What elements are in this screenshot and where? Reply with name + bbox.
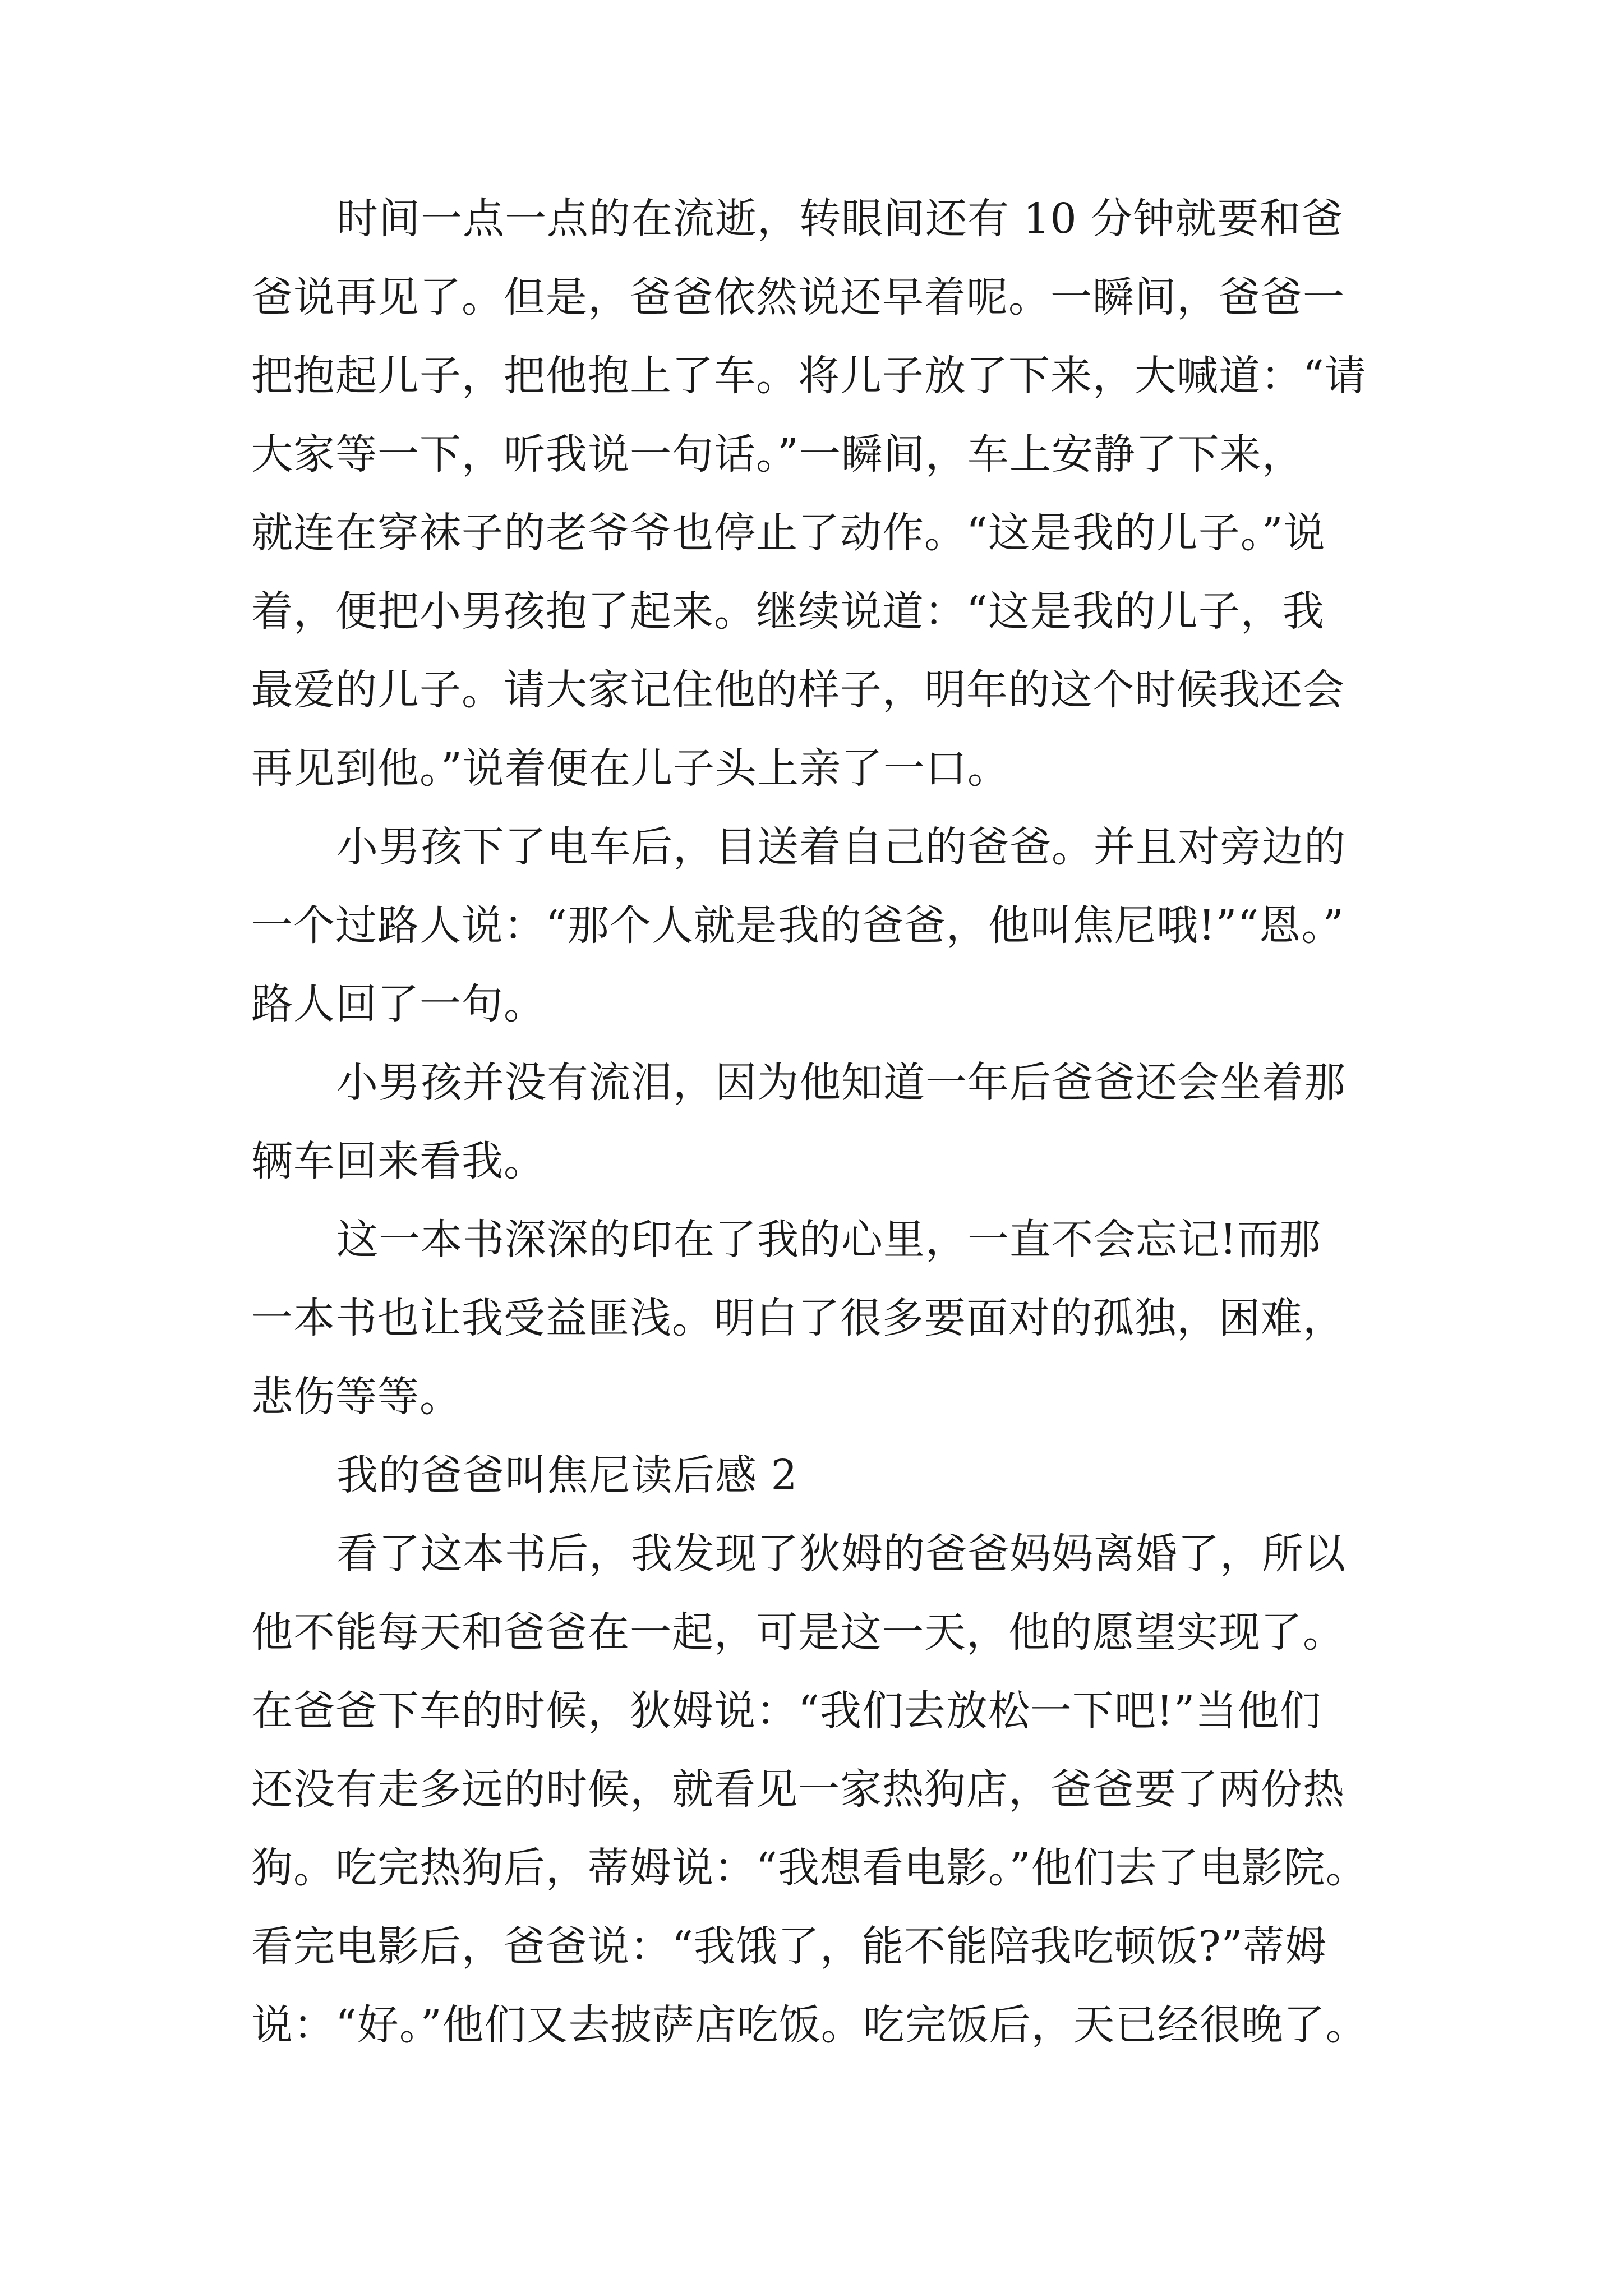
- text-line: 把抱起儿子，把他抱上了车。将儿子放了下来，大喊道：“请: [251, 352, 1367, 400]
- text-line: 看了这本书后，我发现了狄姆的爸爸妈妈离婚了，所以: [336, 1530, 1346, 1578]
- text-line: 悲伤等等。: [251, 1373, 462, 1421]
- text-line: 大家等一下，听我说一句话。”一瞬间，车上安静了下来，: [251, 430, 1304, 478]
- text-line: 路人回了一句。: [251, 980, 546, 1028]
- text-line: 这一本书深深的印在了我的心里，一直不会忘记!而那: [336, 1216, 1321, 1264]
- text-line: 在爸爸下车的时候，狄姆说：“我们去放松一下吧!”当他们: [251, 1687, 1322, 1735]
- text-line: 小男孩下了电车后，目送着自己的爸爸。并且对旁边的: [336, 823, 1346, 871]
- text-line: 再见到他。”说着便在儿子头上亲了一口。: [251, 744, 1009, 793]
- text-line: 一个过路人说：“那个人就是我的爸爸，他叫焦尼哦!”“恩。”: [251, 901, 1345, 950]
- text-line: 辆车回来看我。: [251, 1137, 546, 1185]
- text-line: 说：“好。”他们又去披萨店吃饭。吃完饭后，天已经很晚了。: [251, 2001, 1368, 2049]
- text-line: 狗。吃完热狗后，蒂姆说：“我想看电影。”他们去了电影院。: [251, 1844, 1368, 1892]
- text-line: 最爱的儿子。请大家记住他的样子，明年的这个时候我还会: [251, 666, 1345, 714]
- text-line: 看完电影后，爸爸说：“我饿了，能不能陪我吃顿饭?”蒂姆: [251, 1922, 1327, 1971]
- text-line: 一本书也让我受益匪浅。明白了很多要面对的孤独，困难，: [251, 1294, 1345, 1342]
- text-line: 时间一点一点的在流逝，转眼间还有 10 分钟就要和爸: [336, 195, 1344, 243]
- section-heading: 我的爸爸叫焦尼读后感 2: [336, 1451, 798, 1499]
- text-line: 爸说再见了。但是，爸爸依然说还早着呢。一瞬间，爸爸一: [251, 273, 1345, 321]
- text-line: 小男孩并没有流泪，因为他知道一年后爸爸还会坐着那: [336, 1059, 1346, 1107]
- text-line: 还没有走多远的时候，就看见一家热狗店，爸爸要了两份热: [251, 1765, 1345, 1814]
- text-line: 他不能每天和爸爸在一起，可是这一天，他的愿望实现了。: [251, 1608, 1345, 1657]
- text-line: 就连在穿袜子的老爷爷也停止了动作。“这是我的儿子。”说: [251, 509, 1326, 557]
- text-line: 着，便把小男孩抱了起来。继续说道：“这是我的儿子，我: [251, 587, 1325, 636]
